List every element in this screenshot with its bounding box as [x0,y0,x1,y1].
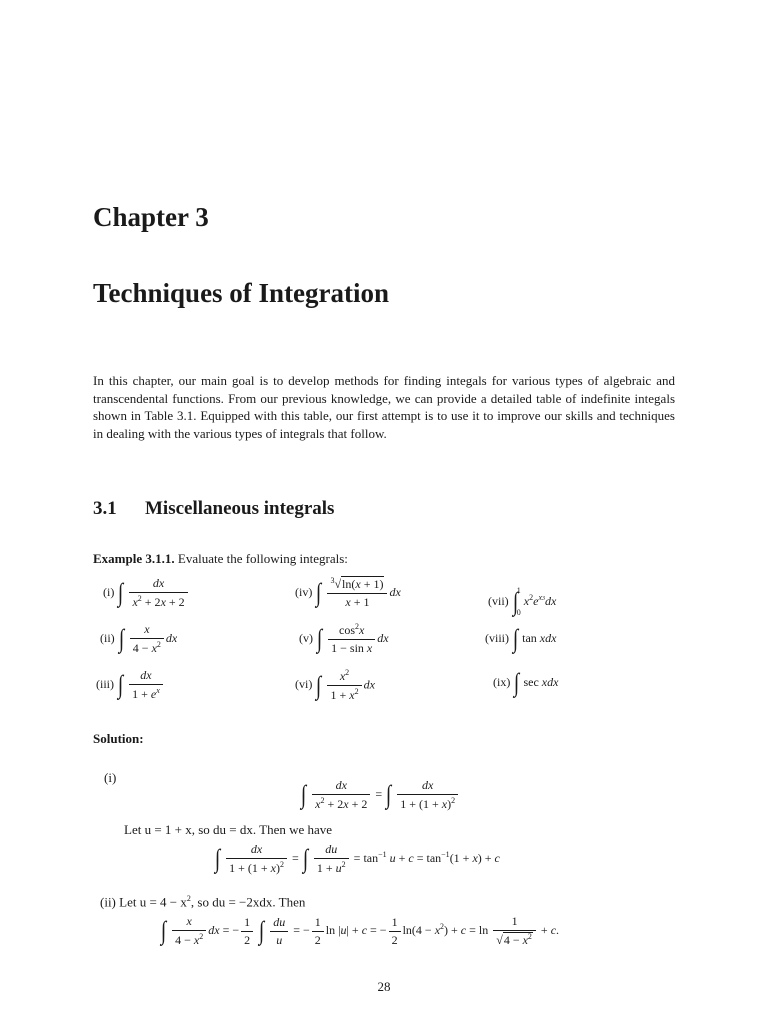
example-text: Evaluate the following integrals: [177,551,348,566]
chapter-title: Techniques of Integration [93,278,390,308]
integral-iv: (iv) ∫ $\frac{^3√\ln(x + 1)}{x + 1}$ dx [295,576,401,609]
step-ii-substitution: (ii) Let $u = 4 - x^2$, so du = −2xdx. Then [100,894,306,910]
chapter-heading: Chapter 3 [93,202,209,232]
integral-vii: (vii) ∫ 1 0 $x^2e^{x3}dx$ [488,586,557,617]
integral-vi: (vi) ∫ $\frac{x^2}{1 + x^2}$ dx [295,668,375,702]
section-heading [93,498,334,520]
step-i-equation: ∫ $\frac{dx}{x^2 + 2x + 2}$ = ∫ $\frac{dx}{1 + (1 + x)^2}$ [300,778,460,812]
section-number: 3.1 [93,498,117,519]
integral-ii: (ii) ∫ $\frac{x}{4 - x^2}$ dx [100,622,178,655]
step-ii-label: (ii) [100,894,116,910]
integral-viii: (viii) ∫ tan xdx [485,624,557,653]
example-heading [93,551,348,567]
example-label: Example 3.1.1. [93,551,175,566]
step-ii-result: ∫ $\frac{x}{4 - x^2}$ dx = − $\frac{1}{2}$ ∫ $\frac{du}{u}$ = − $\frac{1}{2}$ ln |u| + c = − $\frac{1}{2}$ $\ln(4 - x^2) + c = \ln$ $\frac{1}{√4 - x^2}$ + c. [160,914,560,947]
integral-iii: (iii) ∫ $\frac{dx}{1 + e^x}$ [96,668,165,702]
section-title: Miscellaneous integrals [145,498,335,519]
intro-paragraph: In this chapter, our main goal is to develop methods for finding integals for various types of algebraic and transcendental functions. From our previous knowledge, we can provide a detailed table of indefinite integals shown in Table 3.1. Equipped with this table, our first attempt is to use it to improve our skills and techniques in dealing with the various types of integrals that follow. [93,373,675,441]
step-i-label: (i) [104,770,117,785]
step-i-substitution: Let u = 1 + x, so du = dx. Then we have [124,822,333,837]
integral-i: (i) ∫ $\frac{dx}{x^2 + 2x + 2}$ [103,576,190,610]
page-number: 28 [377,979,391,994]
integral-ix: (ix) ∫ sec xdx [493,668,559,697]
integral-v: (v) ∫ $\frac{\cos^2x}{\text{1 − sin x}}$ dx [299,622,389,655]
step-i-result: ∫ $\frac{dx}{1 + (1 + x)^2}$ = ∫ $\frac{du}{1 + u^2}$ = $\tan^{-1} u + c = \tan^{-1}(1 + x) + c$ [214,842,500,875]
solution-label: Solution: [93,731,144,746]
